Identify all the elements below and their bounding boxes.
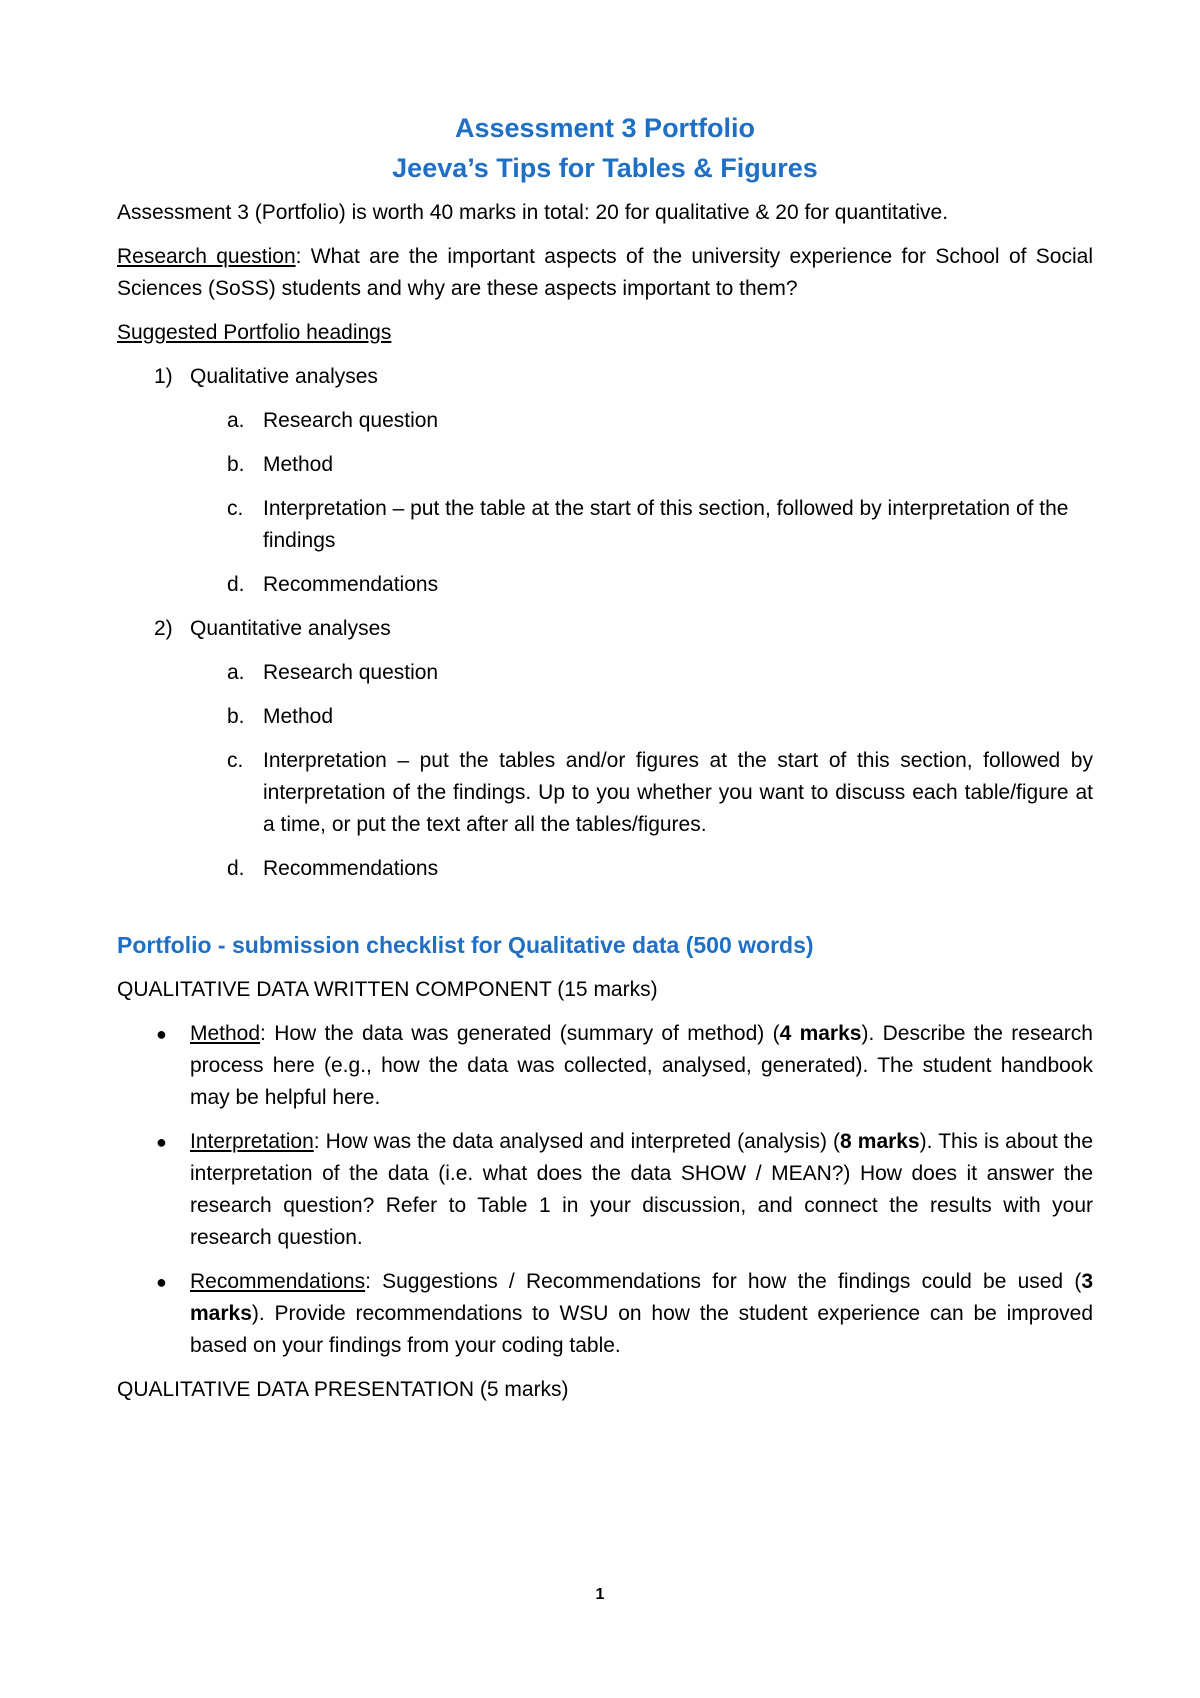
- bullet-label: Recommendations: [190, 1270, 366, 1293]
- bullet-text: : How was the data analysed and interpreted (analysis) (: [313, 1130, 841, 1153]
- item-text: Method: [263, 705, 334, 728]
- item-letter: c.: [227, 749, 244, 772]
- list-item: [117, 493, 1093, 557]
- page-number: 1: [595, 1586, 605, 1603]
- section-label: Qualitative analyses: [190, 365, 378, 388]
- document-subtitle: Jeeva’s Tips for Tables & Figures: [392, 153, 818, 183]
- research-question-text: : What are the important aspects of the university experience for School of Social Sciences (SoSS) students and why are these aspects important to them?: [117, 245, 1093, 300]
- bullet-icon: ●: [156, 1272, 167, 1292]
- bullet-label: Interpretation: [190, 1130, 314, 1153]
- bullet-marks: 3 marks: [190, 1270, 1093, 1325]
- bullet-marks: 8 marks: [840, 1130, 920, 1153]
- bullet-icon: ●: [156, 1132, 167, 1152]
- section-label: Quantitative analyses: [190, 617, 391, 640]
- bullet-marks: 4 marks: [779, 1022, 862, 1045]
- list-item: [117, 701, 1093, 733]
- list-item: [117, 1126, 1093, 1254]
- checklist-heading: Portfolio - submission checklist for Qualitative data (500 words): [117, 932, 814, 958]
- bullet-icon: ●: [156, 1024, 167, 1044]
- list-item: [117, 1266, 1093, 1362]
- presentation-label: QUALITATIVE DATA PRESENTATION (5 marks): [117, 1378, 569, 1401]
- bullet-text: ). Provide recommendations to WSU on how the student experience can be improved based on your findings from your coding table.: [190, 1302, 1093, 1357]
- item-text: Recommendations: [263, 857, 439, 880]
- section-quantitative: [117, 613, 1093, 645]
- intro-paragraph: Assessment 3 (Portfolio) is worth 40 marks in total: 20 for qualitative & 20 for quantitative.: [117, 201, 949, 224]
- section-number: 2): [154, 617, 173, 640]
- page-content: [117, 108, 1093, 1406]
- list-item: [117, 405, 1093, 437]
- suggested-headings-label: Suggested Portfolio headings: [117, 321, 392, 344]
- section-number: 1): [154, 365, 173, 388]
- item-text: Research question: [263, 409, 439, 432]
- item-text: Interpretation – put the tables and/or figures at the start of this section, followed by interpretation of the findings. Up to you whether you want to discuss each table/figure at a time, or put the text after all the tables/figures.: [263, 749, 1093, 836]
- list-item: [117, 745, 1093, 841]
- bullet-label: Method: [190, 1022, 261, 1045]
- bullet-text: : Suggestions / Recommendations for how the findings could be used (: [365, 1270, 1082, 1293]
- item-letter: a.: [227, 409, 245, 432]
- list-item: [117, 449, 1093, 481]
- item-letter: b.: [227, 453, 245, 476]
- item-letter: a.: [227, 661, 245, 684]
- item-text: Research question: [263, 661, 439, 684]
- research-question-label: Research question: [117, 245, 296, 268]
- list-item: [117, 657, 1093, 689]
- research-question-paragraph: [117, 241, 1093, 305]
- bullet-text: : How the data was generated (summary of method) (: [260, 1022, 780, 1045]
- bullet-text: ). This is about the interpretation of the data (i.e. what does the data SHOW / MEAN?) How does it answer the research question? Refer to Table 1 in your discussion, and connect the results with your research question.: [190, 1130, 1093, 1249]
- document-title: Assessment 3 Portfolio: [454, 113, 756, 143]
- section-qualitative: [117, 361, 1093, 393]
- bullet-text: ). Describe the research process here (e.g., how the data was collected, analysed, generated). The student handbook may be helpful here.: [190, 1022, 1093, 1109]
- list-item: [117, 853, 1093, 885]
- written-component-label: QUALITATIVE DATA WRITTEN COMPONENT (15 marks): [117, 978, 658, 1001]
- item-text: Recommendations: [263, 573, 439, 596]
- item-text: Interpretation – put the table at the start of this section, followed by interpretation of the findings: [263, 497, 1069, 552]
- item-letter: d.: [227, 857, 245, 880]
- list-item: [117, 1018, 1093, 1114]
- list-item: [117, 569, 1093, 601]
- item-letter: b.: [227, 705, 245, 728]
- item-text: Method: [263, 453, 334, 476]
- item-letter: d.: [227, 573, 245, 596]
- item-letter: c.: [227, 497, 244, 520]
